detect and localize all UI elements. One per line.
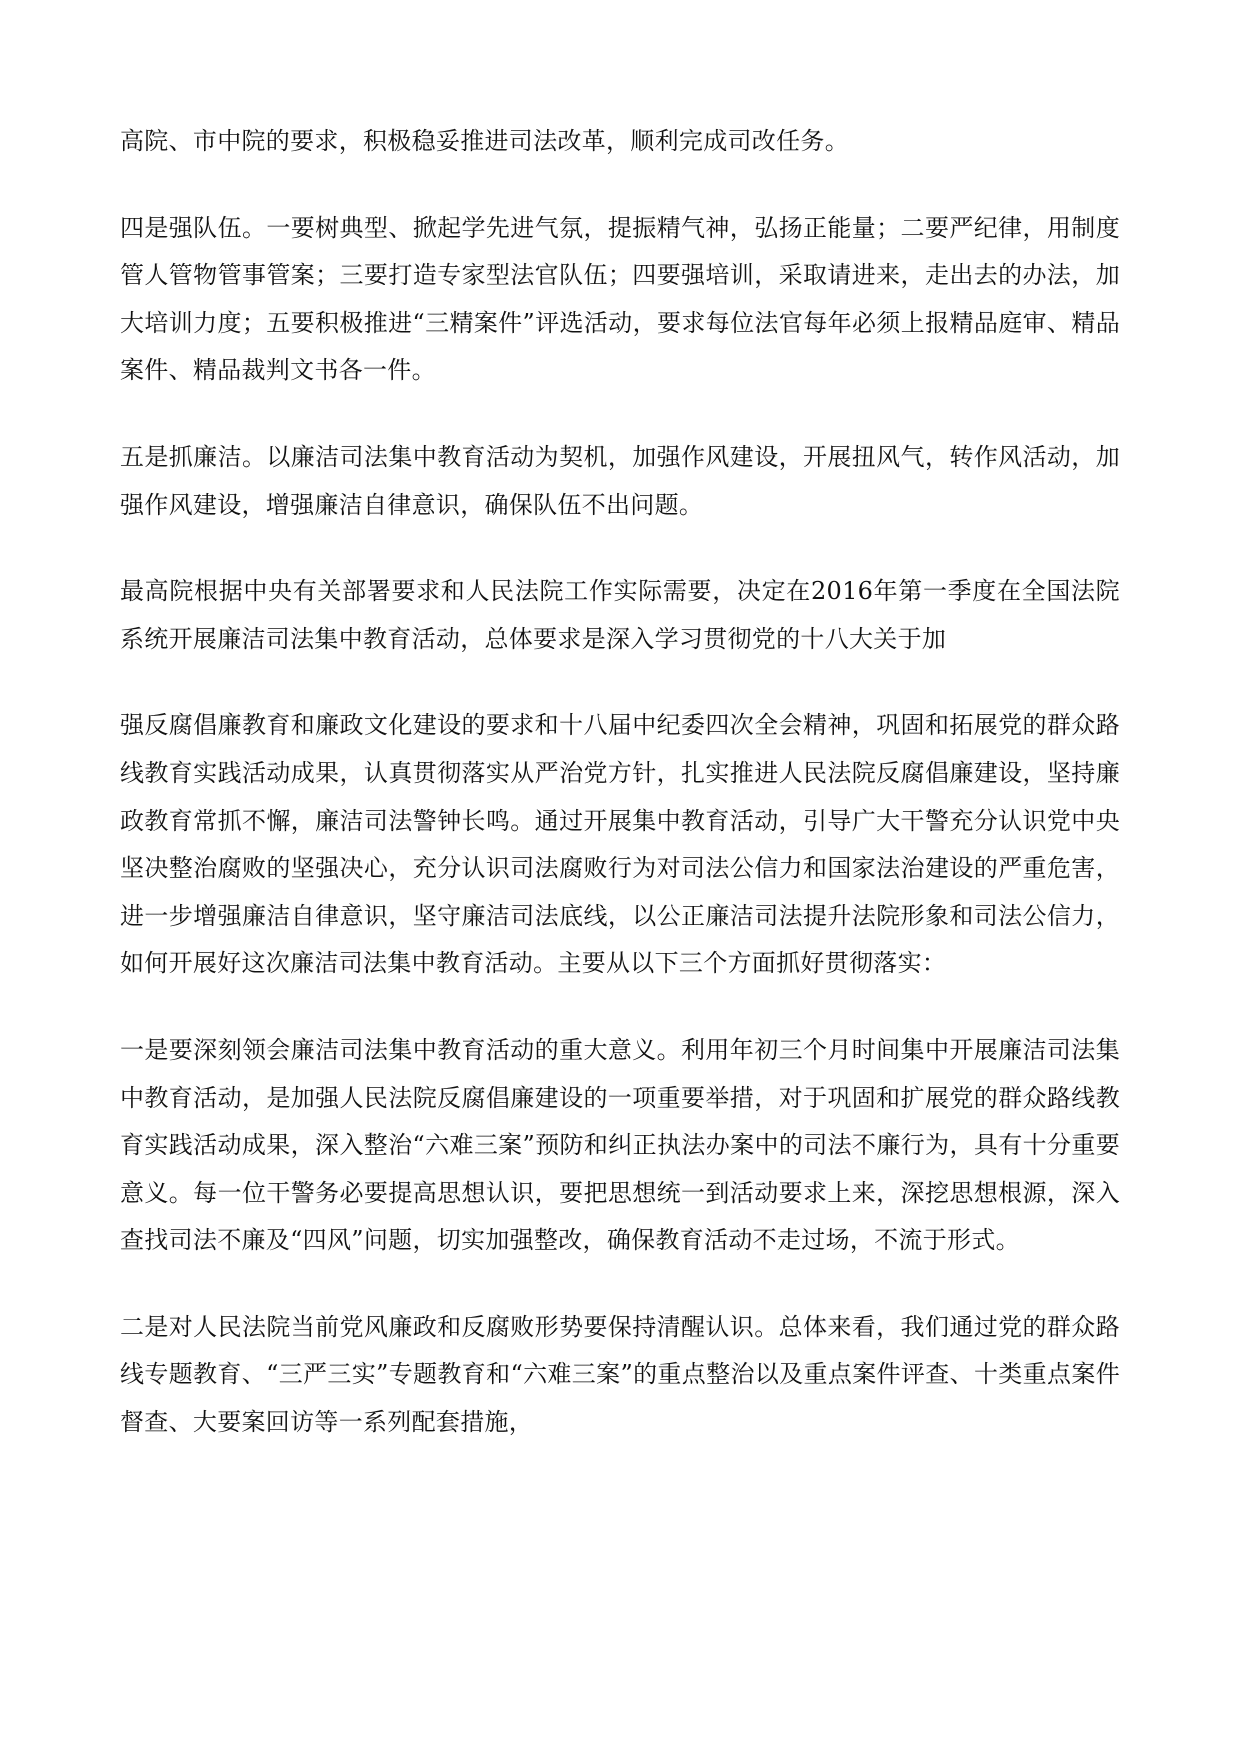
paragraph-anti-corruption-education: 强反腐倡廉教育和廉政文化建设的要求和十八届中纪委四次全会精神，巩固和拓展党的群众路线教育实践活动成果，认真贯彻落实从严治党方针，扎实推进人民法院反腐倡廉建设，坚持廉政教育常抓不懈，廉洁司法警钟长鸣。通过开展集中教育活动，引导广大干警充分认识党中央坚决整治腐败的坚强决心，充分认识司法腐败行为对司法公信力和国家法治建设的严重危害，进一步增强廉洁自律意识，坚守廉洁司法底线，以公正廉洁司法提升法院形象和司法公信力，如何开展好这次廉洁司法集中教育活动。主要从以下三个方面抓好贯彻落实：	[120, 711, 1120, 978]
paragraph-supreme-court-deployment: 最高院根据中央有关部署要求和人民法院工作实际需要，决定在2016年第一季度在全国法院系统开展廉洁司法集中教育活动，总体要求是深入学习贯彻党的十八大关于加	[120, 577, 1120, 653]
paragraph-point-one: 一是要深刻领会廉洁司法集中教育活动的重大意义。利用年初三个月时间集中开展廉洁司法集中教育活动，是加强人民法院反腐倡廉建设的一项重要举措，对于巩固和扩展党的群众路线教育实践活动成果，深入整治“六难三案”预防和纠正执法办案中的司法不廉行为，具有十分重要意义。每一位干警务必要提高思想认识，要把思想统一到活动要求上来，深挖思想根源，深入查找司法不廉及“四风”问题，切实加强整改，确保教育活动不走过场，不流于形式。	[120, 1035, 1120, 1255]
paragraph-integrity: 五是抓廉洁。以廉洁司法集中教育活动为契机，加强作风建设，开展扭风气，转作风活动，加强作风建设，增强廉洁自律意识，确保队伍不出问题。	[120, 442, 1120, 519]
paragraph-strengthen-team: 四是强队伍。一要树典型、掀起学先进气氛，提振精气神，弘扬正能量；二要严纪律，用制度管人管物管事管案；三要打造专家型法官队伍；四要强培训，采取请进来，走出去的办法，加大培训力度；五要积极推进“三精案件”评选活动，要求每位法官每年必须上报精品庭审、精品案件、精品裁判文书各一件。	[120, 213, 1120, 385]
paragraph-reform-continuation: 高院、市中院的要求，积极稳妥推进司法改革，顺利完成司改任务。	[120, 127, 849, 155]
paragraph-point-two: 二是对人民法院当前党风廉政和反腐败形势要保持清醒认识。总体来看，我们通过党的群众路线专题教育、“三严三实”专题教育和“六难三案”的重点整治以及重点案件评查、十类重点案件督查、大要案回访等一系列配套措施，	[120, 1312, 1120, 1437]
document-body	[120, 118, 1120, 1486]
